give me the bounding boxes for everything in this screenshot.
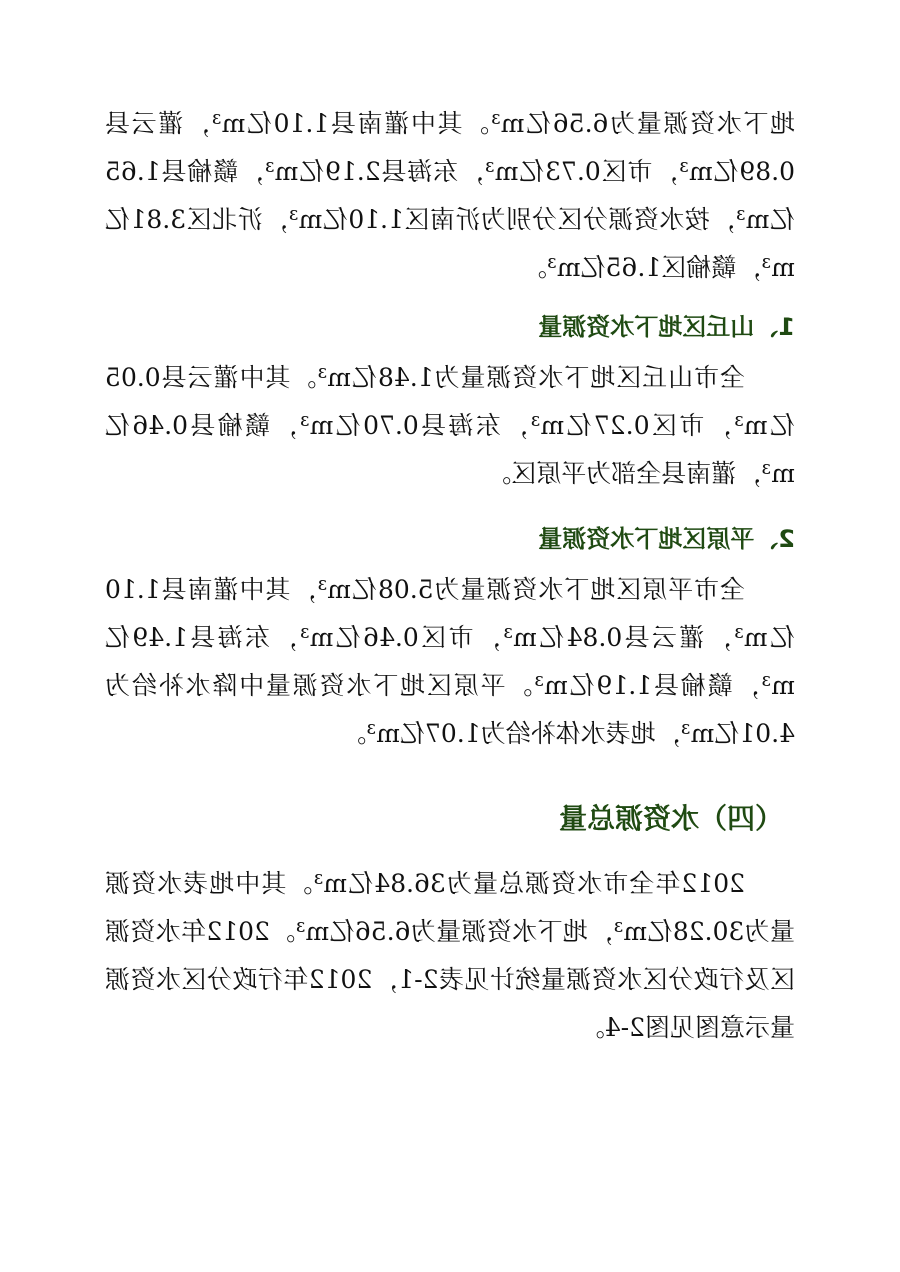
mountain-groundwater-paragraph: 全市山丘区地下水资源量为1.48亿m³。其中灌云县0.05亿m³，市区0.27亿m³，东海县0.70亿m³，赣榆县0.46亿m³，灌南县全部为平原区。 <box>105 363 795 488</box>
intro-paragraph: 地下水资源量为6.56亿m³。其中灌南县1.10亿m³，灌云县0.89亿m³，市区0.73亿m³，东海县2.19亿m³，赣榆县1.65亿m³，按水资源分区分别为沂南区1.10亿m³，沂北区3.81亿m³，赣榆区1.65亿m³。 <box>105 109 795 282</box>
section-title-total-water-resources: （四）水资源总量 <box>558 802 783 835</box>
subsection-title-mountain-groundwater: 1、山丘区地下水资源量 <box>538 313 795 341</box>
plain-groundwater-paragraph: 全市平原区地下水资源量为5.08亿m³，其中灌南县1.10亿m³，灌云县0.84亿m³，市区0.46亿m³，东海县1.49亿m³，赣榆县1.19亿m³。平原区地下水资源量中降水补给为4.01亿m³，地表水体补给为1.07亿m³。 <box>105 575 795 748</box>
document-content <box>105 100 795 1052</box>
subsection-title-plain-groundwater: 2、平原区地下水资源量 <box>538 525 795 553</box>
total-water-resources-paragraph: 2012年全市水资源总量为36.84亿m³。其中地表水资源量为30.28亿m³，地下水资源量为6.56亿m³。2012年水资源区及行政分区水资源量统计见表2-1，2012年行政分区水资源量示意图见图2-4。 <box>105 869 795 1042</box>
